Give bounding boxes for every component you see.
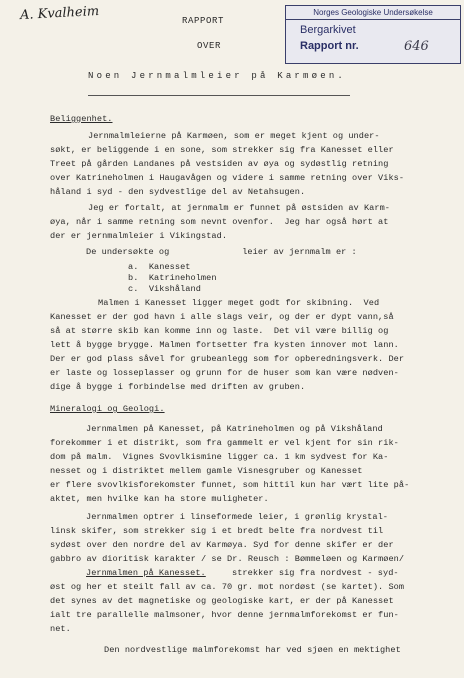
- body-line: er laste og losseplasser og grunn for de huser som kan være nødven-: [50, 368, 399, 378]
- body-line: Malmen i Kanesset ligger meget godt for skibning. Ved: [98, 298, 380, 308]
- archive-stamp: [285, 5, 461, 64]
- list-item: a. Kanesset: [128, 262, 191, 272]
- body-line: håland i syd - den sydvestlige del av Netahsugen.: [50, 187, 306, 197]
- body-line: gabbro av dioritisk karakter / se Dr. Reusch : Bømmeløen og Karmøen/: [50, 554, 405, 564]
- body-line: aktet, men hvilke kan ha store muligheter.: [50, 494, 269, 504]
- subtitle-underline: [88, 95, 350, 96]
- body-line: ialt tre parallelle malmsoner, hvor denne jernmalmforekomst er fun-: [50, 610, 399, 620]
- body-line: så at større skib kan komme inn og laste. Det vil være billig og: [50, 326, 389, 336]
- list-item: c. Vikshåland: [128, 284, 201, 294]
- doc-title: RAPPORT: [182, 16, 225, 26]
- body-line: Treet på gården Landanes på vestsiden av øya og sydøstlig retning: [50, 159, 389, 169]
- body-line: øya, når i samme retning som nevnt ovenfor. Jeg har også hørt at: [50, 217, 389, 227]
- doc-subtitle: Noen Jernmalmleier på Karmøen.: [88, 71, 347, 81]
- body-line: øst og her et steilt fall av ca. 70 gr. mot nordøst (se kartet). Som: [50, 582, 405, 592]
- body-line: strekker sig fra nordvest - syd-: [232, 568, 399, 578]
- body-line: dom på malm. Vignes Svovlkismine ligger ca. 1 km sydvest for Ka-: [50, 452, 389, 462]
- body-line: Den nordvestlige malmforekomst har ved sjøen en mektighet: [104, 645, 401, 655]
- body-line: sydøst over den nordre del av Karmøya. Syd for denne skifer er der: [50, 540, 394, 550]
- body-line: Jernmalmen optrer i linseformede leier, i grønlig krystal-: [86, 512, 389, 522]
- body-line: Jeg er fortalt, at jernmalm er funnet på østsiden av Karm-: [88, 203, 391, 213]
- body-line: Jernmalmen på Kanesset, på Katrineholmen og på Vikshåland: [86, 424, 383, 434]
- body-line: forekommer i et distrikt, som fra gammelt er vel kjent for sin rik-: [50, 438, 399, 448]
- list-item: b. Katrineholmen: [128, 273, 217, 283]
- body-line: linsk skifer, som strekker sig i et bredt belte fra nordvest til: [50, 526, 384, 536]
- body-line: Der er god plass såvel for grubeanlegg som for opberedningsverk. Der: [50, 354, 405, 364]
- body-line: Kanesset er der god havn i alle slags veir, og der er dypt vann,så: [50, 312, 394, 322]
- stamp-header: Norges Geologiske Undersøkelse: [286, 6, 460, 20]
- stamp-report-number: 646: [404, 39, 429, 54]
- body-line: net.: [50, 624, 71, 634]
- body-line: Jernmalmleierne på Karmøen, som er meget kjent og under-: [88, 131, 380, 141]
- handwritten-signature: A. Kvalheim: [19, 3, 100, 24]
- body-line: nesset og i distriktet mellem gamle Visnesgruber og Kanesset: [50, 466, 363, 476]
- stamp-archive: Bergarkivet: [300, 24, 356, 36]
- section-heading: Mineralogi og Geologi.: [50, 404, 165, 414]
- body-line: over Katrineholmen i Haugavågen og videre i samme retning over Viks-: [50, 173, 405, 183]
- body-line: dige å bygge i forbindelse med driften av gruben.: [50, 382, 306, 392]
- stamp-report-label: Rapport nr.: [300, 40, 359, 52]
- body-line: søkt, er beliggende i en sone, som strekker sig fra Kanesset eller: [50, 145, 394, 155]
- doc-over: OVER: [197, 41, 222, 51]
- body-line: De undersøkte og leier av jernmalm er :: [86, 247, 357, 257]
- subsection-heading: Jernmalmen på Kanesset.: [86, 568, 206, 578]
- body-line: er flere svovlkisforekomster funnet, som hittil kun har vært lite på-: [50, 480, 410, 490]
- body-line: det synes av det magnetiske og geologiske kart, er der på Kanesset: [50, 596, 394, 606]
- section-heading: Beliggenhet.: [50, 114, 113, 124]
- body-line: der er jernmalmleier i Vikingstad.: [50, 231, 228, 241]
- body-line: lett å bygge brygge. Malmen fortsetter fra kysten innover mot lann.: [50, 340, 399, 350]
